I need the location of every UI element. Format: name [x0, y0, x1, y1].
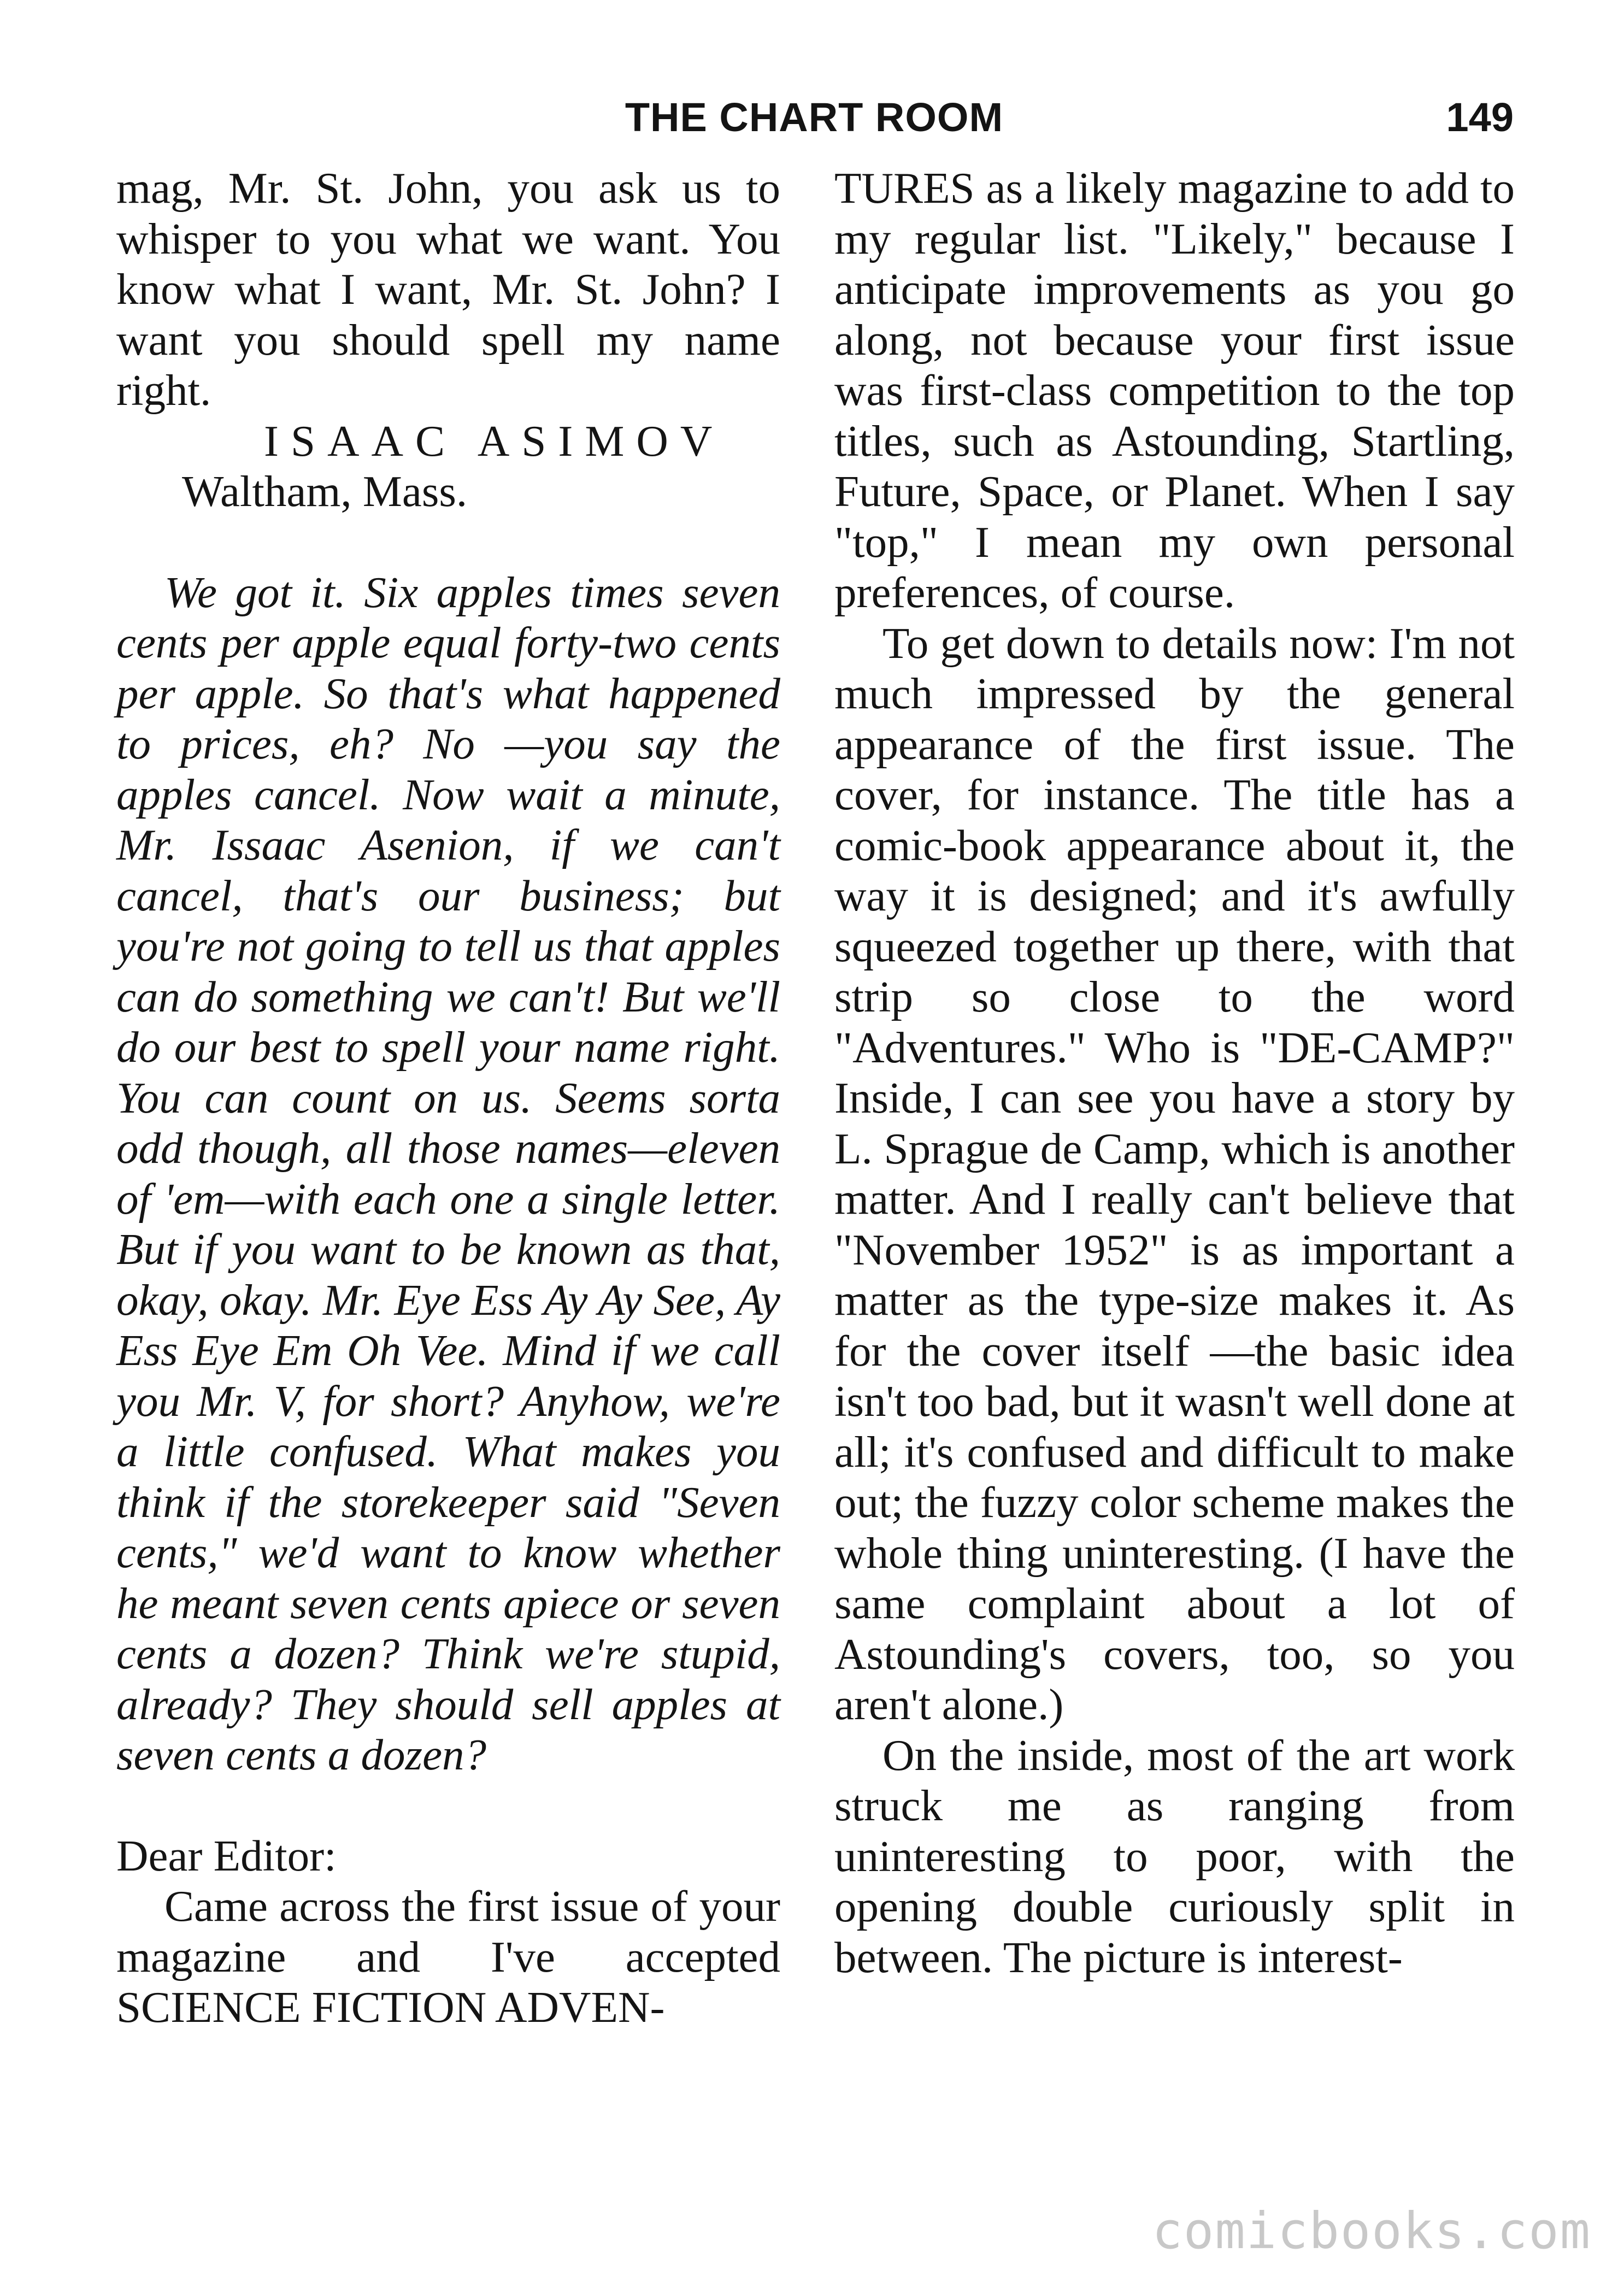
watermark: comicbooks.com — [1152, 2202, 1591, 2260]
left-column — [116, 163, 780, 2033]
editor-reply: We got it. Six apples times seven cents per apple equal forty-two cents per apple. So that's what happened to prices, eh? No —you say the apples cancel. Now wait a minute, Mr. Issaac Asenion, if we can't cancel, that's our business; but you're not going to tell us that apples can do something we can't! But we'll do our best to spell your name right. You can count on us. Seems sorta odd though, all those names—eleven of 'em—with each one a single letter. But if you want to be known as that, okay, okay. Mr. Eye Ess Ay Ay See, Ay Ess Eye Em Oh Vee. Mind if we call you Mr. V, for short? Anyhow, we're a little confused. What makes you think if the storekeeper said "Seven cents," we'd want to know whether he meant seven cents apiece or seven cents a dozen? Think we're stupid, already? They should sell apples at seven cents a dozen? — [116, 567, 780, 1779]
right-column — [834, 163, 1515, 1983]
signature-name: ISAAC ASIMOV — [264, 416, 725, 466]
letter-paragraph-2: To get down to details now: I'm not much impressed by the general appearance of the first issue. The cover, for instance. The title has a comic-book appearance about it, the way it is designed; and it's awfully squeezed together up there, with that strip so close to the word "Adventures." Who is "DE-CAMP?" Inside, I can see you have a story by L. Sprague de Camp, which is another matter. And I really can't believe that "November 1952" is as important a matter as the type-size makes it. As for the cover itself —the basic idea isn't too bad, but it wasn't well done at all; it's confused and difficult to make out; the fuzzy color scheme makes the whole thing uninteresting. (I have the same complaint about a lot of Astounding's covers, too, so you aren't alone.) — [834, 618, 1515, 1729]
letter-paragraph-1: TURES as a likely magazine to add to my regular list. "Likely," because I anticipate improvements as you go along, not because your first issue was first-class competition to the top titles, such as Astounding, Startling, Future, Space, or Planet. When I say "top," I mean my own personal preferences, of course. — [834, 163, 1515, 617]
page-number: 149 — [1446, 95, 1514, 140]
letter-paragraph-3: On the inside, most of the art work struck me as ranging from uninteresting to poor, with the opening double curiously split in between. The picture is interest- — [834, 1730, 1515, 1982]
salutation: Dear Editor: — [116, 1831, 337, 1880]
signature-place: Waltham, Mass. — [182, 467, 468, 516]
letter-close: mag, Mr. St. John, you ask us to whisper to you what we want. You know what I want, Mr. St. John? I want you should spell my name right. — [116, 163, 780, 415]
next-letter-start: Came across the first issue of your magazine and I've accepted SCIENCE FICTION ADVEN- — [116, 1881, 780, 2032]
running-head: THE CHART ROOM — [625, 95, 1004, 140]
page-header — [115, 82, 1514, 153]
